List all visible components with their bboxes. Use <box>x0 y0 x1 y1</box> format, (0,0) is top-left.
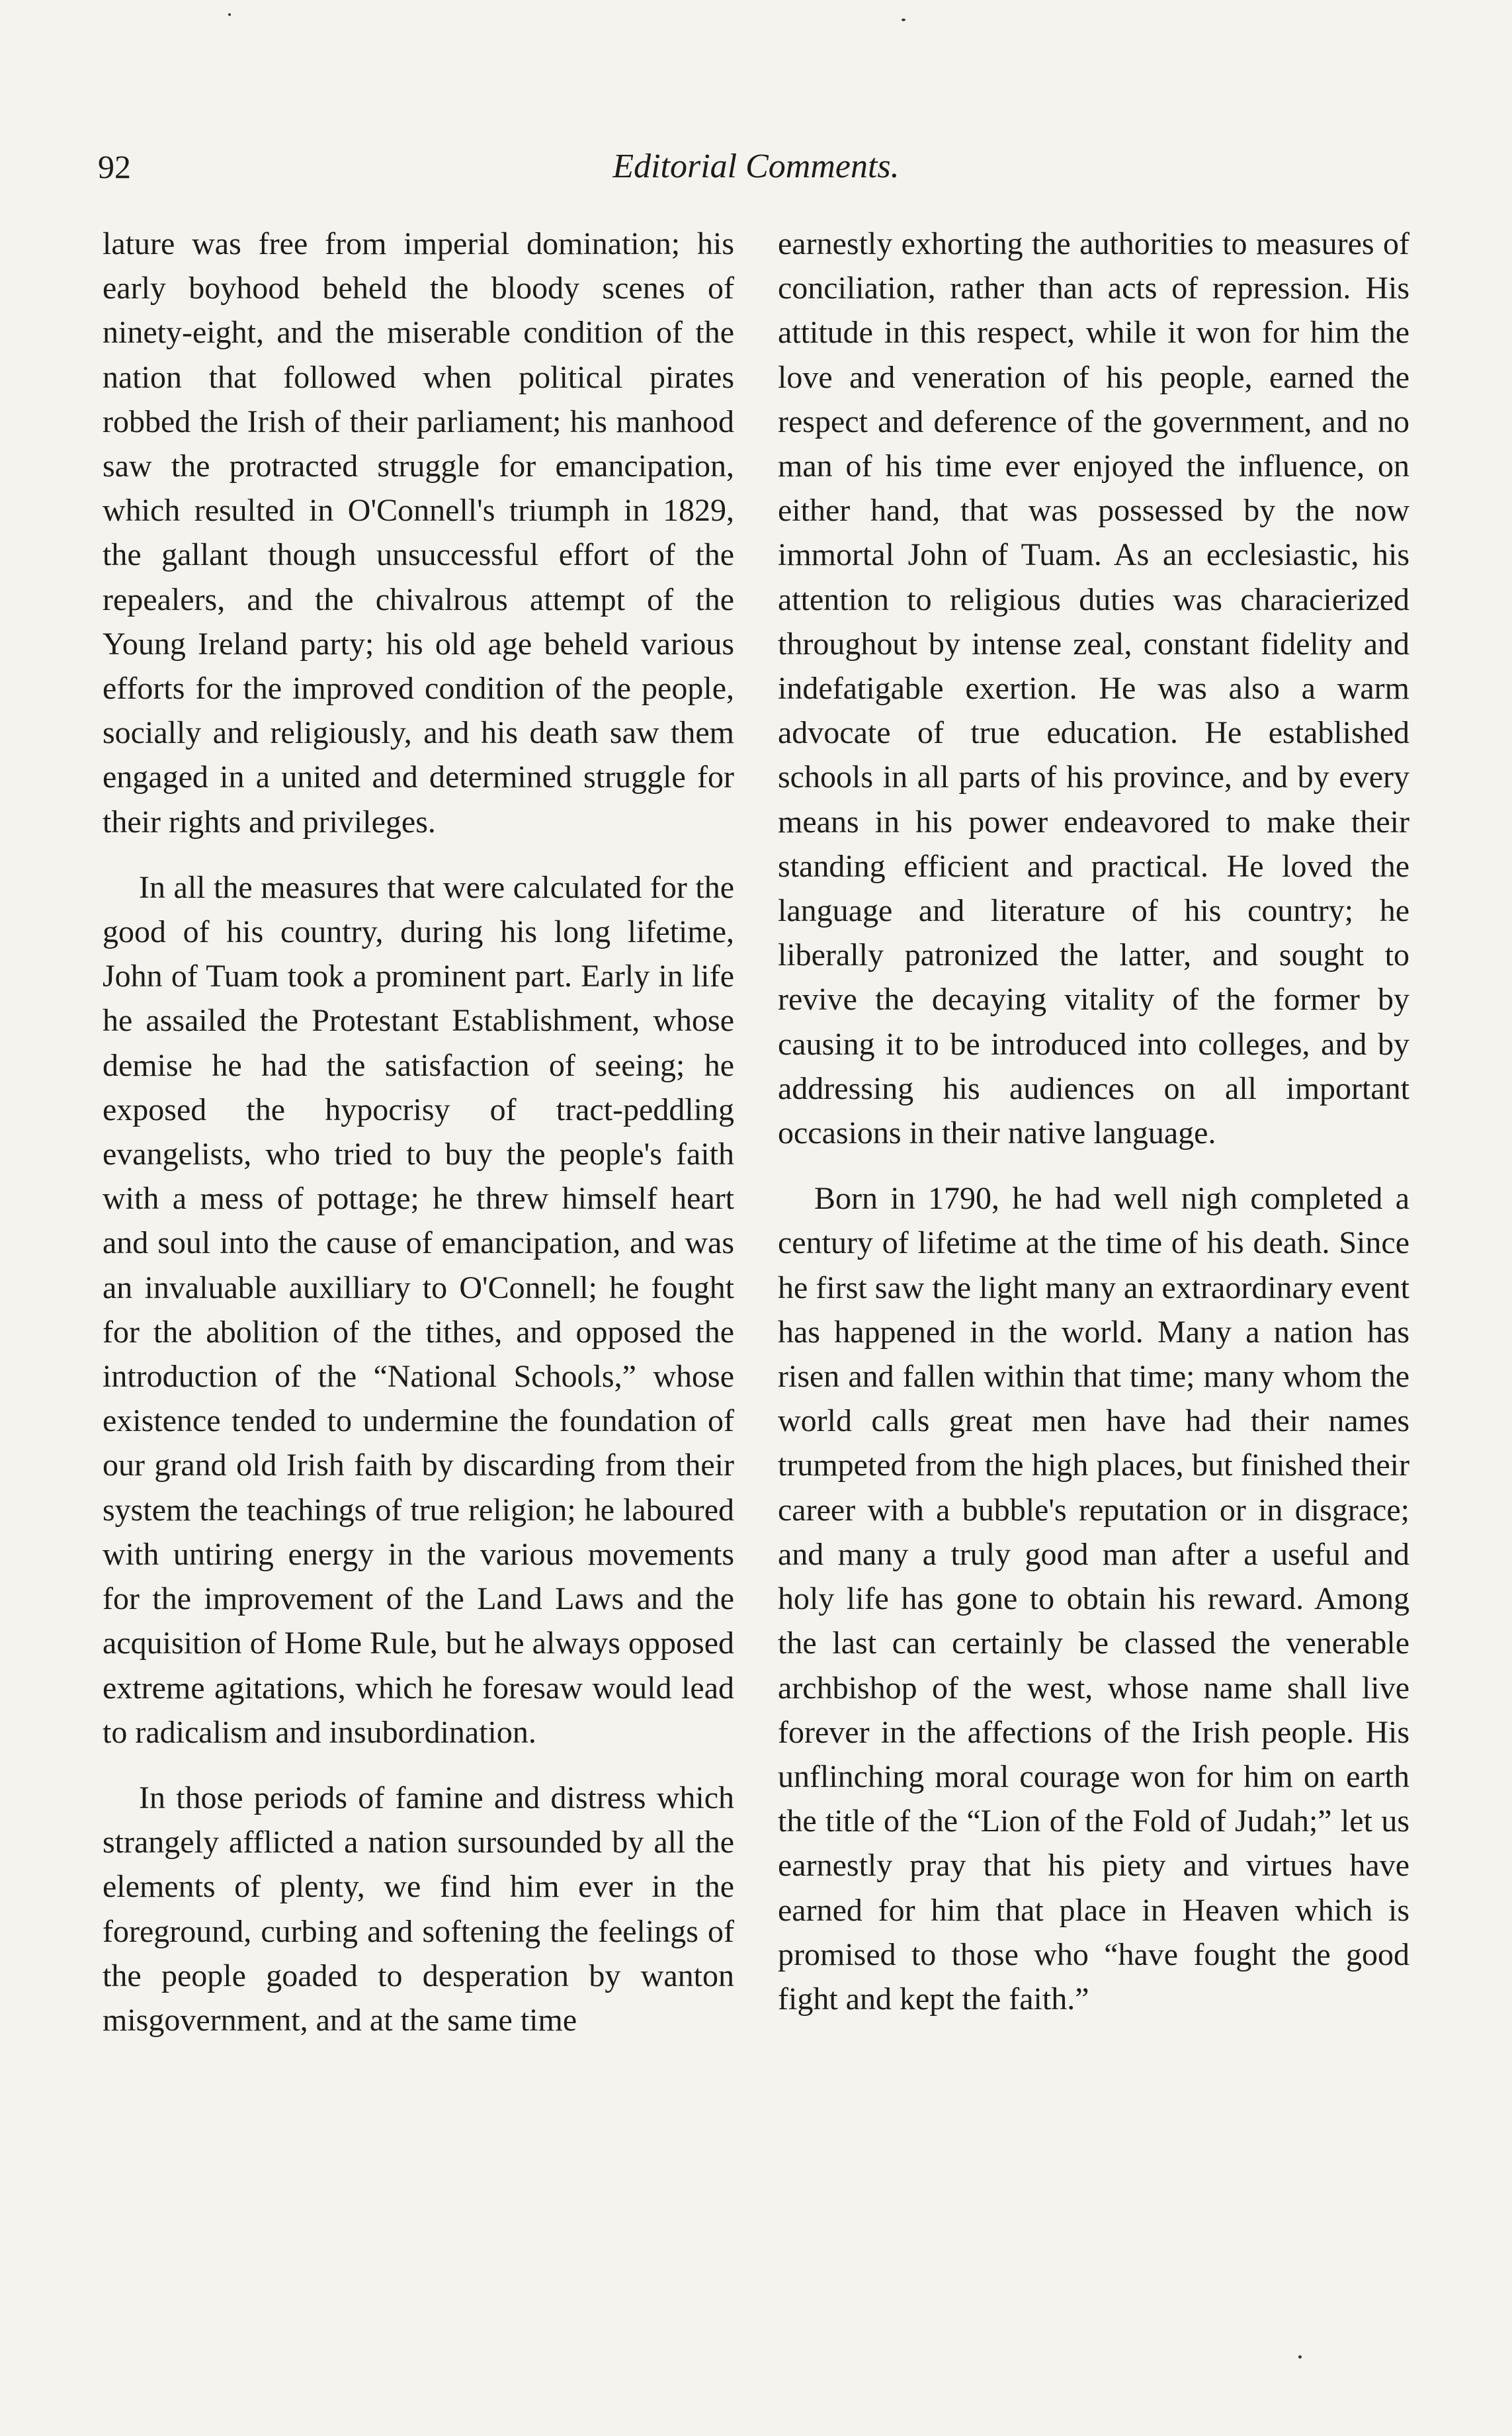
paper-speck <box>1298 2355 1302 2359</box>
page-number: 92 <box>98 148 131 185</box>
left-column <box>103 222 734 2042</box>
paragraph: lature was free from imperial domination; his early boyhood beheld the bloody scenes of ninety-eight, and the miserable condition of the nation that followed when political pirates robbed the Irish of their parliament; his manhood saw the protracted struggle for emancipation, which resulted in O'Connell's triumph in 1829, the gallant though unsuccessful effort of the repealers, and the chivalrous attempt of the Young Ireland party; his old age beheld various efforts for the improved condition of the people, socially and religiously, and his death saw them engaged in a united and determined struggle for their rights and privileges. <box>103 226 734 840</box>
paragraph: In those periods of famine and distress which strangely afflicted a nation sursounded by all the elements of plenty, we find him ever in the foreground, curbing and softening the feelings of the people goaded to desperation by wanton misgovernment, and at the same time <box>103 1780 734 2038</box>
paragraph: In all the measures that were calculated for the good of his country, during his long lifetime, John of Tuam took a prominent part. Early in life he assailed the Protestant Establishment, whose demise he had the satisfaction of seeing; he exposed the hypocrisy of tract-peddling evangelists, who tried to buy the people's faith with a mess of pottage; he threw himself heart and soul into the cause of emancipation, and was an invaluable auxilliary to O'Connell; he fought for the abolition of the tithes, and opposed the introduction of the “National Schools,” whose existence tended to undermine the foundation of our grand old Irish faith by discarding from their system the teachings of true religion; he laboured with untiring energy in the various movements for the improvement of the Land Laws and the acquisition of Home Rule, but he always opposed extreme agitations, which he foresaw would lead to radicalism and insubordination. <box>103 869 734 1750</box>
paper-speck <box>902 19 905 21</box>
paragraph: earnestly exhorting the authorities to measures of conciliation, rather than acts of repression. His attitude in this respect, while it won for him the love and veneration of his people, earned the respect and deference of the government, and no man of his time ever enjoyed the influence, on either hand, that was possessed by the now immortal John of Tuam. As an ecclesiastic, his attention to religious duties was characierized throughout by intense zeal, constant fidelity and indefatigable exertion. He was also a warm advocate of true education. He established schools in all parts of his province, and by every means in his power endeavored to make their standing efficient and practical. He loved the language and literature of his country; he liberally patronized the latter, and sought to revive the decaying vitality of the former by causing it to be introduced into colleges, and by addressing his audiences on all important occasions in their native language. <box>778 226 1409 1151</box>
right-column <box>778 222 1409 2021</box>
running-head: Editorial Comments. <box>612 148 900 185</box>
paragraph: Born in 1790, he had well nigh completed a century of lifetime at the time of his death. Since he first saw the light many an extraordinary event has happened in the world. Many a nation has risen and fallen within that time; many whom the world calls great men have had their names trumpeted from the high places, but finished their career with a bubble's reputation or in disgrace; and many a truly good man after a useful and holy life has gone to obtain his reward. Among the last can certainly be classed the venerable archbishop of the west, whose name shall live forever in the affections of the Irish people. His unflinching moral courage won for him on earth the title of the “Lion of the Fold of Judah;” let us earnestly pray that his piety and virtues have earned for him that place in Heaven which is promised to those who “have fought the good fight and kept the faith.” <box>778 1181 1409 2017</box>
paper-speck <box>228 13 231 16</box>
